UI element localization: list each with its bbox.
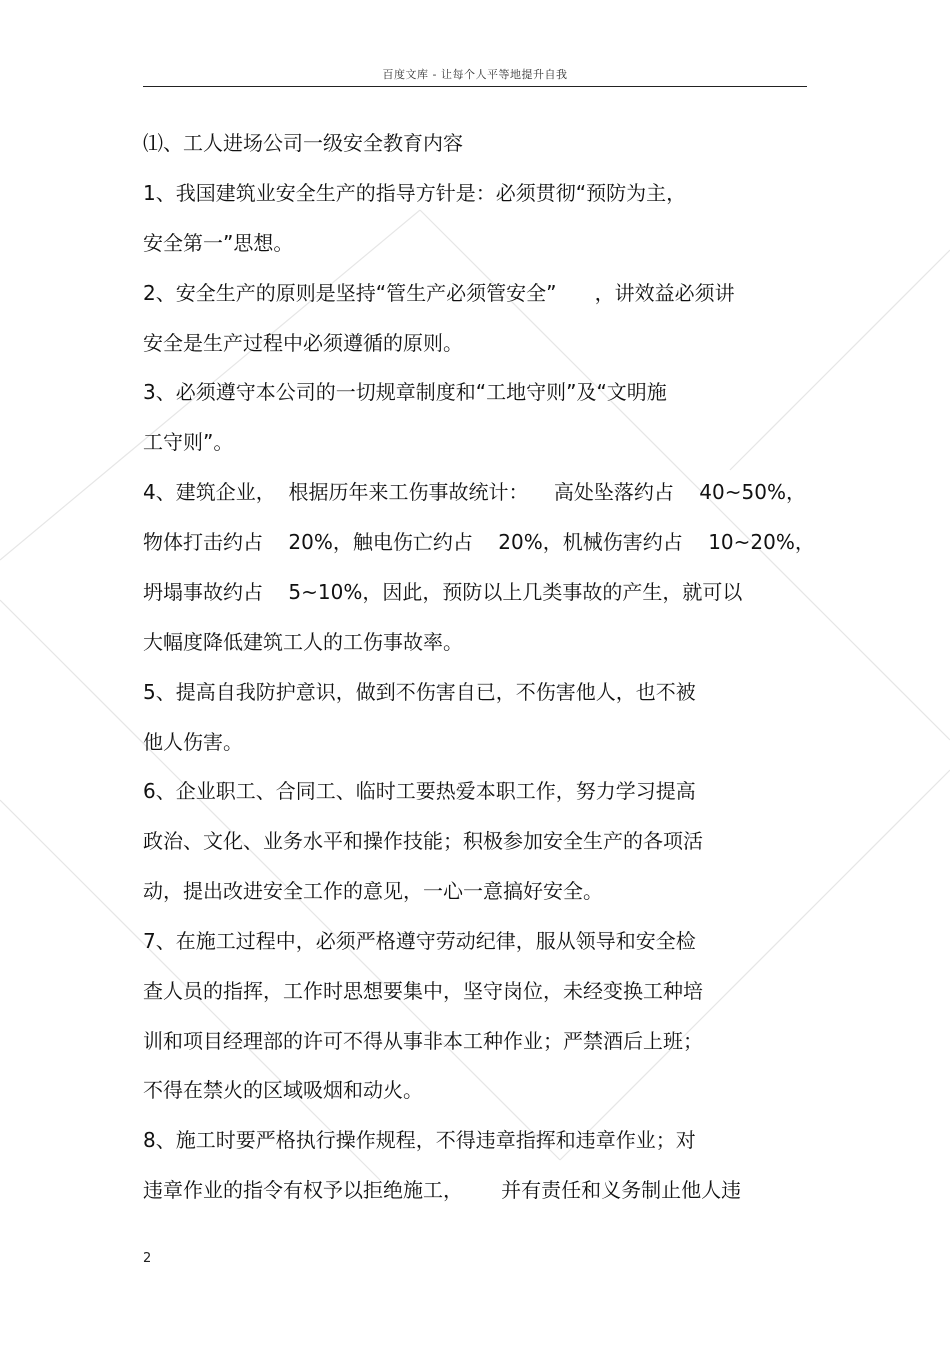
body-line: 物体打击约占 20%，触电伤亡约占 20%，机械伤害约占 10~20%， <box>143 530 815 554</box>
body-line: 6、企业职工、合同工、临时工要热爱本职工作，努力学习提高 <box>143 779 696 803</box>
body-line: 训和项目经理部的许可不得从事非本工种作业；严禁酒后上班； <box>143 1029 703 1053</box>
body-line: 1、我国建筑业安全生产的指导方针是：必须贯彻“预防为主， <box>143 181 687 205</box>
section-title: ⑴、工人进场公司一级安全教育内容 <box>143 131 463 155</box>
body-line: 违章作业的指令有权予以拒绝施工， 并有责任和义务制止他人违 <box>143 1178 742 1202</box>
body-line: 他人伤害。 <box>143 730 243 754</box>
body-line: 安全第一”思想。 <box>143 231 294 255</box>
body-line: 5、提高自我防护意识，做到不伤害自已，不伤害他人，也不被 <box>143 680 696 704</box>
body-line: 大幅度降低建筑工人的工伤事故率。 <box>143 630 463 654</box>
body-line: 动，提出改进安全工作的意见，一心一意搞好安全。 <box>143 879 603 903</box>
document-header: 百度文库 - 让每个人平等地提升自我 <box>382 68 568 81</box>
header-divider <box>143 86 807 87</box>
body-line: 不得在禁火的区域吸烟和动火。 <box>143 1078 423 1102</box>
body-line: 3、必须遵守本公司的一切规章制度和“工地守则”及“文明施 <box>143 380 667 404</box>
body-line: 安全是生产过程中必须遵循的原则。 <box>143 331 463 355</box>
body-line: 7、在施工过程中，必须严格遵守劳动纪律，服从领导和安全检 <box>143 929 696 953</box>
body-line: 8、施工时要严格执行操作规程，不得违章指挥和违章作业；对 <box>143 1128 696 1152</box>
body-line: 坍塌事故约占 5~10%，因此，预防以上几类事故的产生，就可以 <box>143 580 743 604</box>
body-line: 政治、文化、业务水平和操作技能；积极参加安全生产的各项活 <box>143 829 703 853</box>
body-line: 查人员的指挥，工作时思想要集中，坚守岗位，未经变换工种培 <box>143 979 703 1003</box>
body-line: 2、安全生产的原则是坚持“管生产必须管安全” ，讲效益必须讲 <box>143 281 735 305</box>
body-line: 工守则”。 <box>143 430 234 454</box>
body-line: 4、建筑企业， 根据历年来工伤事故统计： 高处坠落约占 40~50%， <box>143 480 806 504</box>
page-number: 2 <box>143 1251 152 1266</box>
